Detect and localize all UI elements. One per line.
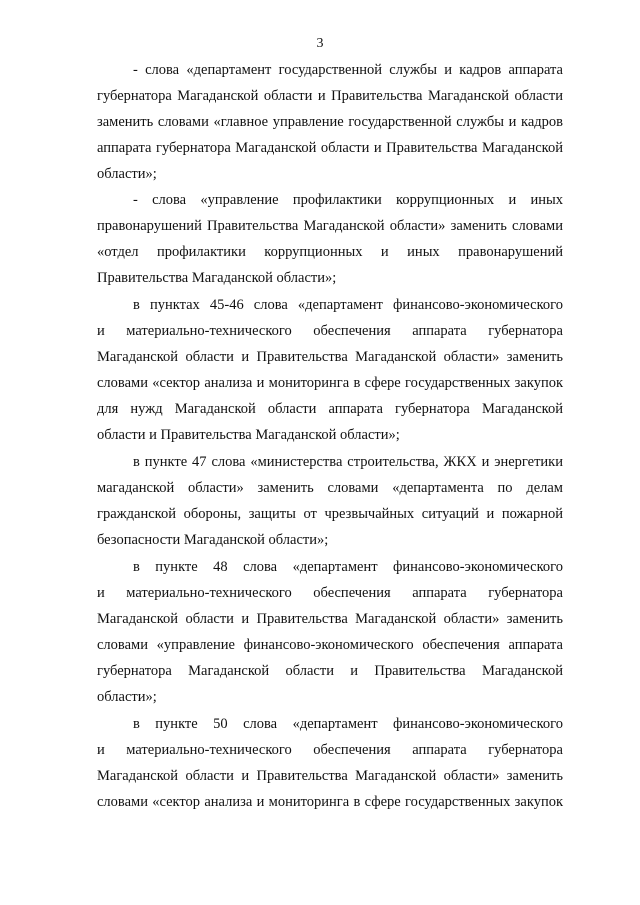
text-line: магаданской области» заменить словами «департамента по делам bbox=[97, 480, 563, 496]
text-line: и материально-технического обеспечения аппарата губернатора bbox=[97, 323, 563, 339]
text-line: Магаданской области и Правительства Магаданской области» заменить bbox=[97, 768, 563, 784]
text-line: области»; bbox=[97, 689, 157, 705]
text-line: словами «управление финансово-экономического обеспечения аппарата bbox=[97, 637, 563, 653]
text-line: в пунктах 45-46 слова «департамент финансово-экономического bbox=[133, 297, 563, 313]
text-line: области»; bbox=[97, 166, 157, 182]
page-number: 3 bbox=[316, 36, 324, 51]
text-line: - слова «департамент государственной службы и кадров аппарата bbox=[133, 62, 563, 78]
text-line: и материально-технического обеспечения аппарата губернатора bbox=[97, 585, 563, 601]
text-line: Правительства Магаданской области»; bbox=[97, 270, 337, 286]
text-line: словами «сектор анализа и мониторинга в сфере государственных закупок bbox=[97, 794, 563, 810]
text-line: Магаданской области и Правительства Магаданской области» заменить bbox=[97, 349, 563, 365]
text-line: - слова «управление профилактики коррупционных и иных bbox=[133, 192, 563, 208]
text-line: «отдел профилактики коррупционных и иных правонарушений bbox=[97, 244, 563, 260]
text-line: Магаданской области и Правительства Магаданской области» заменить bbox=[97, 611, 563, 627]
text-line: правонарушений Правительства Магаданской области» заменить словами bbox=[97, 218, 563, 234]
text-line: и материально-технического обеспечения аппарата губернатора bbox=[97, 742, 563, 758]
text-line: гражданской обороны, защиты от чрезвычайных ситуаций и пожарной bbox=[97, 506, 563, 522]
text-line: в пункте 47 слова «министерства строительства, ЖКХ и энергетики bbox=[133, 454, 563, 470]
text-line: заменить словами «главное управление государственной службы и кадров bbox=[97, 114, 563, 130]
text-line: области и Правительства Магаданской области»; bbox=[97, 427, 400, 443]
text-line: губернатора Магаданской области и Правительства Магаданской области bbox=[97, 88, 563, 104]
text-line: для нужд Магаданской области аппарата губернатора Магаданской bbox=[97, 401, 563, 417]
text-line: словами «сектор анализа и мониторинга в сфере государственных закупок bbox=[97, 375, 563, 391]
text-line: безопасности Магаданской области»; bbox=[97, 532, 329, 548]
text-line: губернатора Магаданской области и Правительства Магаданской bbox=[97, 663, 563, 679]
text-line: в пункте 50 слова «департамент финансово-экономического bbox=[133, 716, 563, 732]
text-line: в пункте 48 слова «департамент финансово-экономического bbox=[133, 559, 563, 575]
text-line: аппарата губернатора Магаданской области и Правительства Магаданской bbox=[97, 140, 563, 156]
